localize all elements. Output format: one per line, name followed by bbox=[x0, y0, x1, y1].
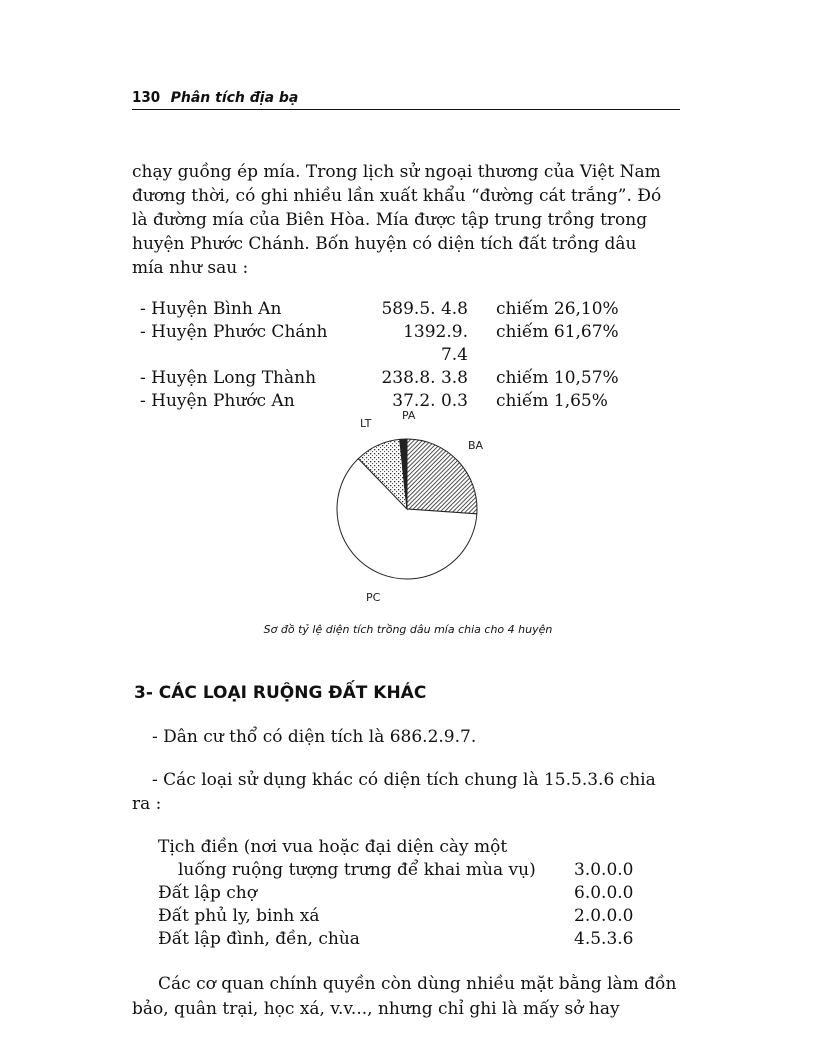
pie-label-ba: BA bbox=[468, 439, 484, 452]
district-name: - Huyện Long Thành bbox=[140, 368, 317, 388]
district-share: chiếm 61,67% bbox=[496, 322, 619, 342]
district-share: chiếm 26,10% bbox=[496, 299, 619, 319]
district-area: 589.5. 4.8 bbox=[381, 299, 468, 319]
table-row bbox=[158, 882, 638, 905]
text-line: - Các loại sử dụng khác có diện tích chung là 15.5.3.6 chia bbox=[152, 770, 656, 790]
use-label: Đất lập chợ bbox=[158, 883, 257, 903]
paragraph-other-uses bbox=[132, 768, 680, 816]
use-value: 6.0.0.0 bbox=[574, 883, 634, 903]
other-uses-table bbox=[158, 836, 638, 951]
text-line: chạy guồng ép mía. Trong lịch sử ngoại thương của Việt Nam bbox=[132, 162, 661, 182]
text-line: là đường mía của Biên Hòa. Mía được tập trung trồng trong bbox=[132, 210, 648, 230]
pie-label-lt: LT bbox=[360, 417, 372, 430]
district-share: chiếm 10,57% bbox=[496, 368, 619, 388]
use-value: 4.5.3.6 bbox=[574, 929, 634, 949]
pie-slice-ba bbox=[407, 439, 477, 514]
use-value bbox=[574, 836, 638, 859]
paragraph-residential: - Dân cư thổ có diện tích là 686.2.9.7. bbox=[152, 727, 477, 747]
text-line: mía như sau : bbox=[132, 258, 249, 278]
district-name: - Huyện Phước An bbox=[140, 391, 295, 411]
use-label: Đất lập đình, đền, chùa bbox=[158, 929, 360, 949]
pie-label-pc: PC bbox=[366, 591, 381, 604]
paragraph-agencies bbox=[132, 972, 680, 1022]
district-area: 1392.9. 7.4 bbox=[403, 322, 468, 365]
pie-label-pa: PA bbox=[402, 409, 416, 422]
page-header bbox=[132, 88, 680, 110]
district-table bbox=[140, 298, 636, 413]
district-area: 37.2. 0.3 bbox=[392, 391, 468, 411]
text-line: huyện Phước Chánh. Bốn huyện có diện tích đất trồng dâu bbox=[132, 234, 637, 254]
text-line: ra : bbox=[132, 794, 162, 814]
pie-chart bbox=[330, 405, 500, 605]
district-share: chiếm 1,65% bbox=[496, 391, 608, 411]
table-row bbox=[158, 905, 638, 928]
table-row bbox=[158, 836, 638, 859]
paragraph-sugarcane bbox=[132, 160, 680, 280]
chart-caption: Sơ đồ tỷ lệ diện tích trồng dâu mía chia cho 4 huyện bbox=[263, 623, 553, 636]
table-row bbox=[140, 298, 636, 321]
district-name: - Huyện Bình An bbox=[140, 299, 282, 319]
district-name: - Huyện Phước Chánh bbox=[140, 322, 328, 342]
table-row bbox=[158, 859, 638, 882]
use-label: Đất phủ ly, binh xá bbox=[158, 906, 320, 926]
table-row bbox=[140, 321, 636, 367]
use-value: 2.0.0.0 bbox=[574, 906, 634, 926]
text-line: Các cơ quan chính quyền còn dùng nhiều mặt bằng làm đồn bbox=[158, 974, 677, 994]
page-number: 130 bbox=[132, 88, 161, 106]
district-area: 238.8. 3.8 bbox=[381, 368, 468, 388]
section-title: 3- CÁC LOẠI RUỘNG ĐẤT KHÁC bbox=[134, 683, 427, 703]
use-value: 3.0.0.0 bbox=[574, 860, 634, 880]
text-line: bảo, quân trại, học xá, v.v..., nhưng chỉ ghi là mấy sở hay bbox=[132, 999, 620, 1019]
use-label: luống ruộng tượng trưng để khai mùa vụ) bbox=[178, 860, 536, 880]
use-label: Tịch điền (nơi vua hoặc đại diện cày một bbox=[158, 837, 508, 857]
table-row bbox=[158, 928, 638, 951]
running-title: Phân tích địa bạ bbox=[170, 90, 299, 106]
text-line: đương thời, có ghi nhiều lần xuất khẩu “đường cát trắng”. Đó bbox=[132, 186, 662, 206]
table-row bbox=[140, 367, 636, 390]
